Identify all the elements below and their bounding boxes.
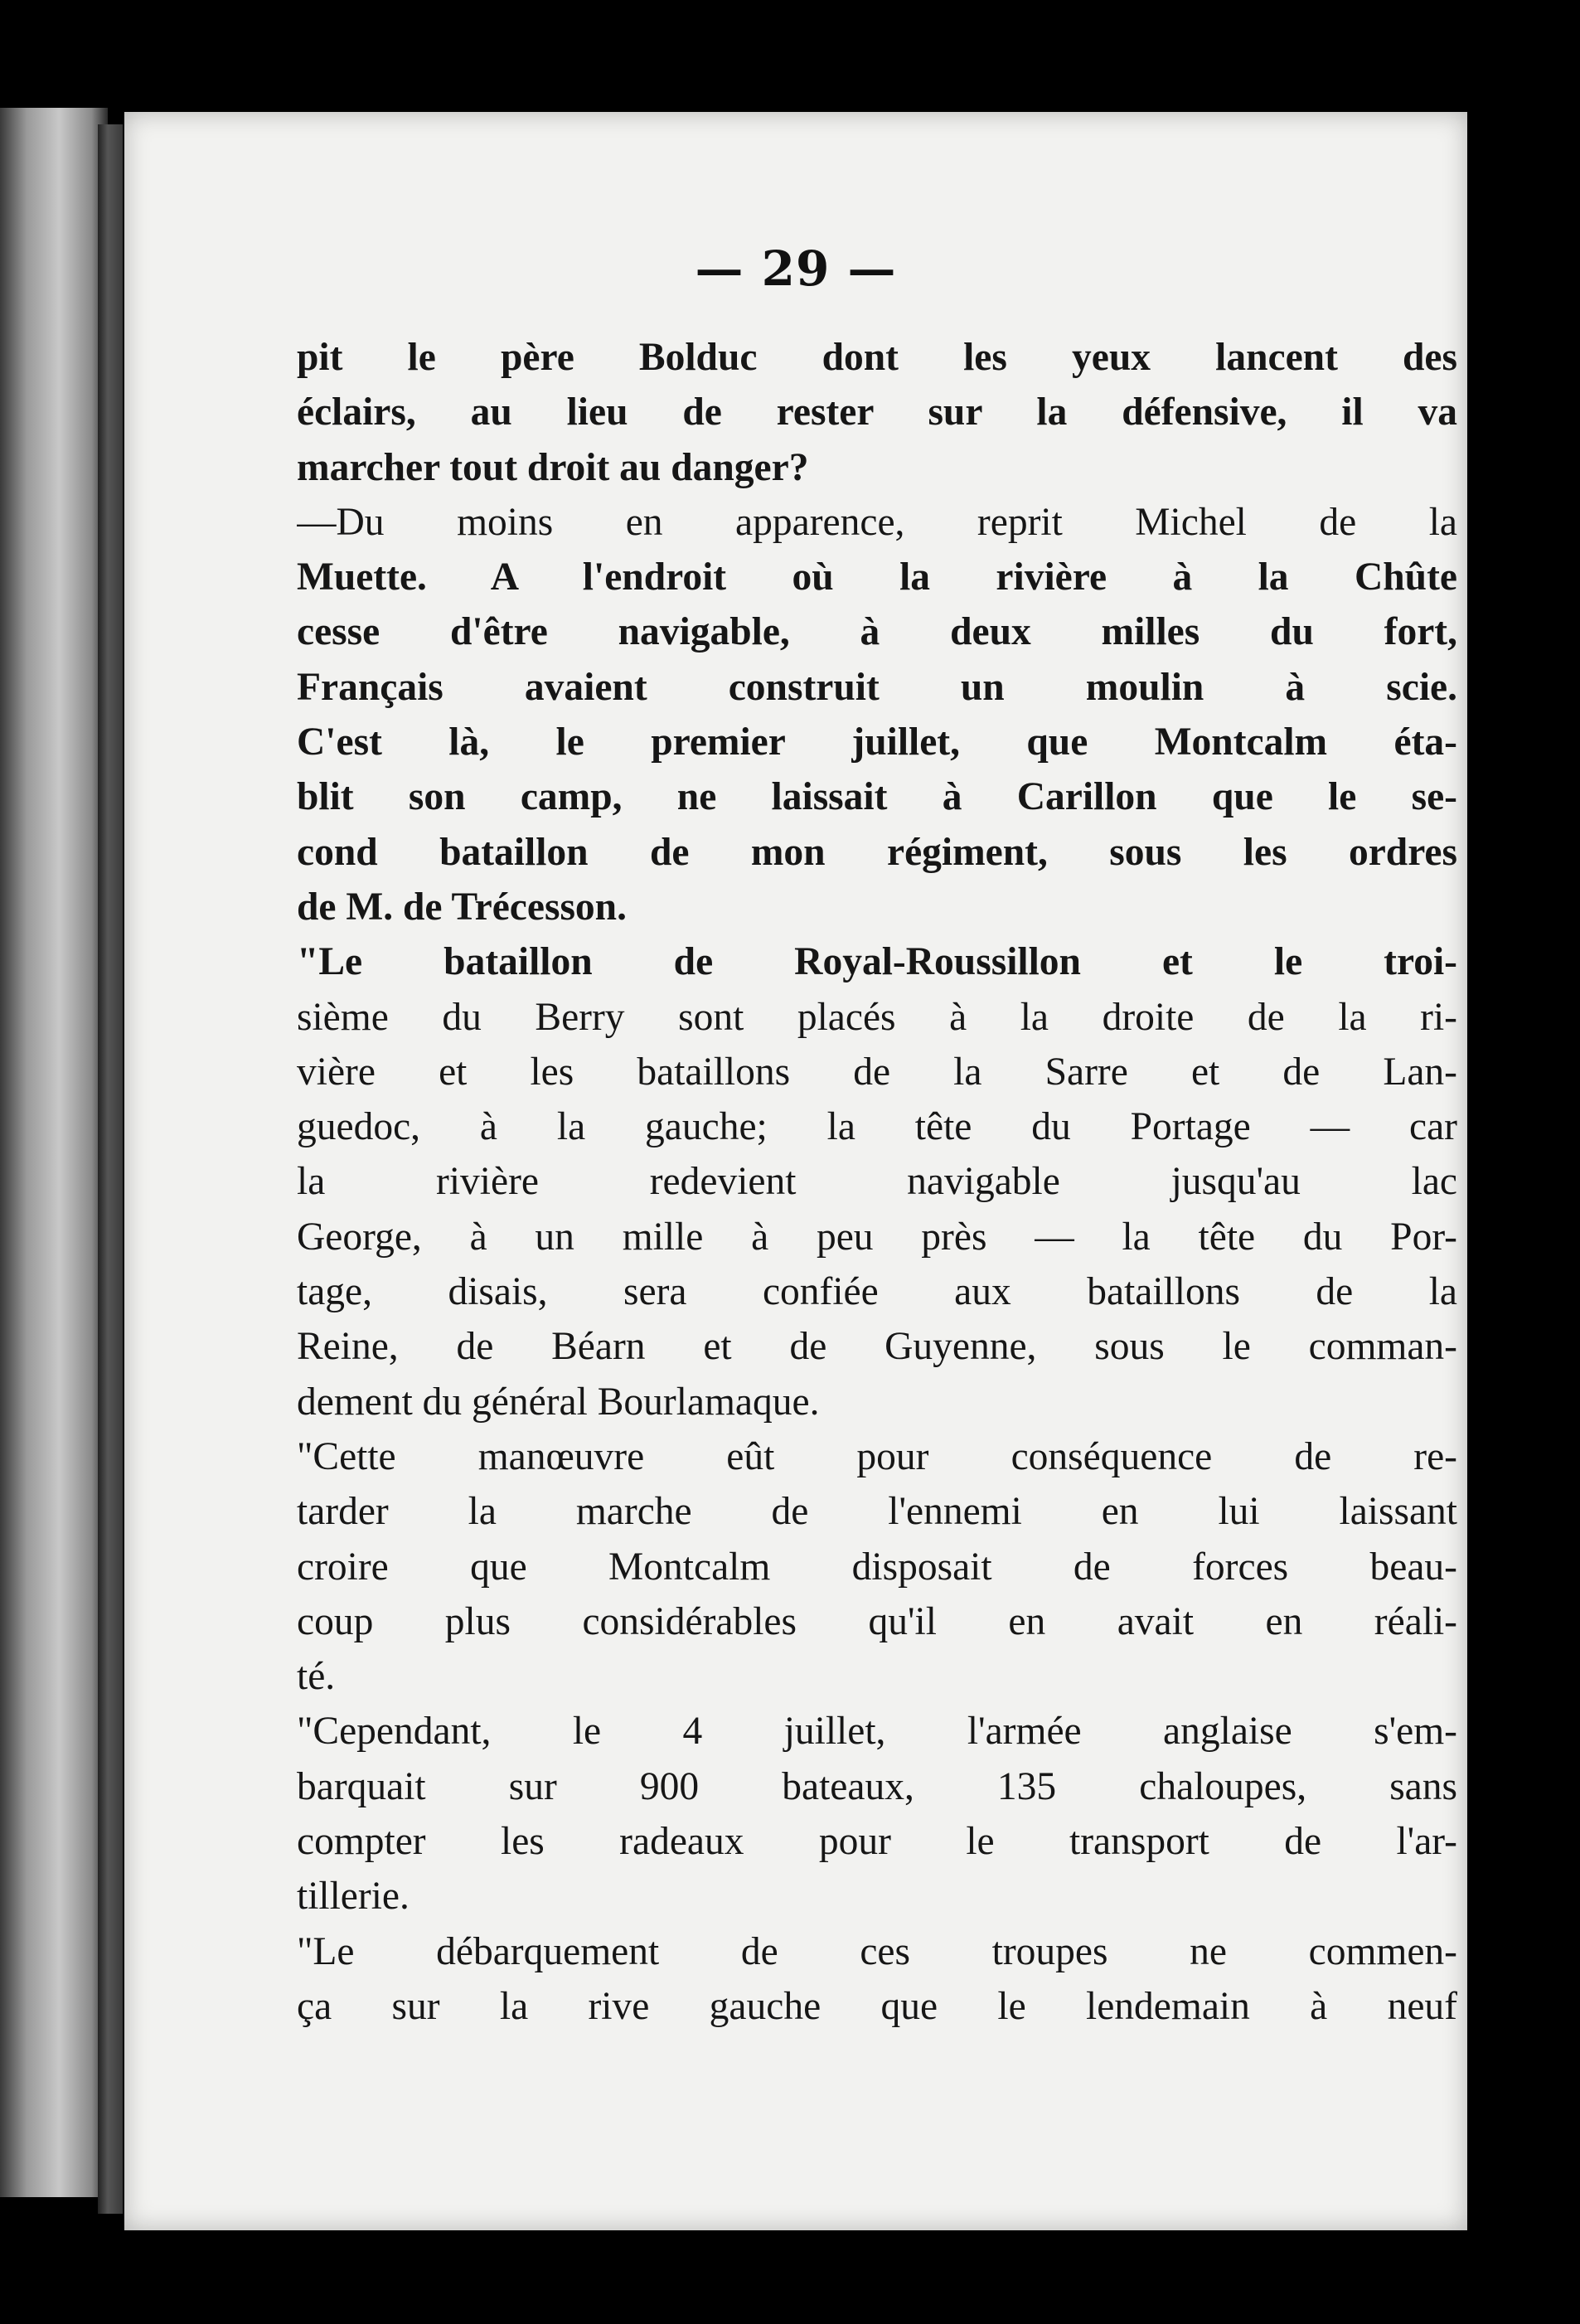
text-line: compter les radeaux pour le transport de l'ar-	[297, 1820, 1457, 1864]
text-line: pit le père Bolduc dont les yeux lancent des	[297, 336, 1457, 379]
text-line: "Cette manœuvre eût pour conséquence de re-	[297, 1434, 1457, 1478]
text-line: guedoc, à la gauche; la tête du Portage — car	[297, 1105, 1457, 1149]
text-line: tarder la marche de l'ennemi en lui laissant	[297, 1490, 1457, 1534]
text-line: vière et les bataillons de la Sarre et de Lan-	[297, 1050, 1457, 1094]
text-line: tage, disais, sera confiée aux bataillons de la	[297, 1270, 1457, 1314]
text-line: —Du moins en apparence, reprit Michel de la	[297, 500, 1457, 544]
text-line: barquait sur 900 bateaux, 135 chaloupes, sans	[297, 1764, 1457, 1808]
text-line: croire que Montcalm disposait de forces beau-	[297, 1545, 1457, 1589]
text-line: blit son camp, ne laissait à Carillon que le se-	[297, 775, 1457, 819]
text-line: marcher tout droit au danger?	[297, 445, 809, 489]
text-line: té.	[297, 1655, 336, 1699]
text-line: ça sur la rive gauche que le lendemain à neuf	[297, 1984, 1457, 2028]
text-line: cond bataillon de mon régiment, sous les ordres	[297, 830, 1457, 874]
text-line: sième du Berry sont placés à la droite de la ri-	[297, 995, 1457, 1039]
book-page	[124, 112, 1467, 2230]
book-binding	[98, 124, 123, 2214]
text-line: Muette. A l'endroit où la rivière à la Chûte	[297, 556, 1457, 599]
text-line: cesse d'être navigable, à deux milles du fort,	[297, 610, 1457, 654]
text-line: la rivière redevient navigable jusqu'au lac	[297, 1160, 1457, 1204]
page-body-text	[297, 330, 1457, 2034]
text-line: éclairs, au lieu de rester sur la défensive, il va	[297, 391, 1457, 434]
text-line: Français avaient construit un moulin à scie.	[297, 665, 1457, 709]
page-number: — 29 —	[695, 240, 897, 297]
text-line: dement du général Bourlamaque.	[297, 1380, 820, 1424]
text-line: George, à un mille à peu près — la tête du Por-	[297, 1215, 1457, 1259]
text-line: C'est là, le premier juillet, que Montcalm éta-	[297, 720, 1457, 764]
text-line: de M. de Trécesson.	[297, 885, 627, 929]
text-line: "Le bataillon de Royal-Roussillon et le troi-	[297, 940, 1457, 984]
text-line: coup plus considérables qu'il en avait en réali-	[297, 1599, 1457, 1643]
text-line: "Le débarquement de ces troupes ne commen-	[297, 1929, 1457, 1973]
text-line: "Cependant, le 4 juillet, l'armée anglaise s'em-	[297, 1710, 1457, 1754]
text-line: tillerie.	[297, 1875, 410, 1919]
text-line: Reine, de Béarn et de Guyenne, sous le comman-	[297, 1325, 1457, 1369]
facing-page-edge	[0, 108, 108, 2197]
